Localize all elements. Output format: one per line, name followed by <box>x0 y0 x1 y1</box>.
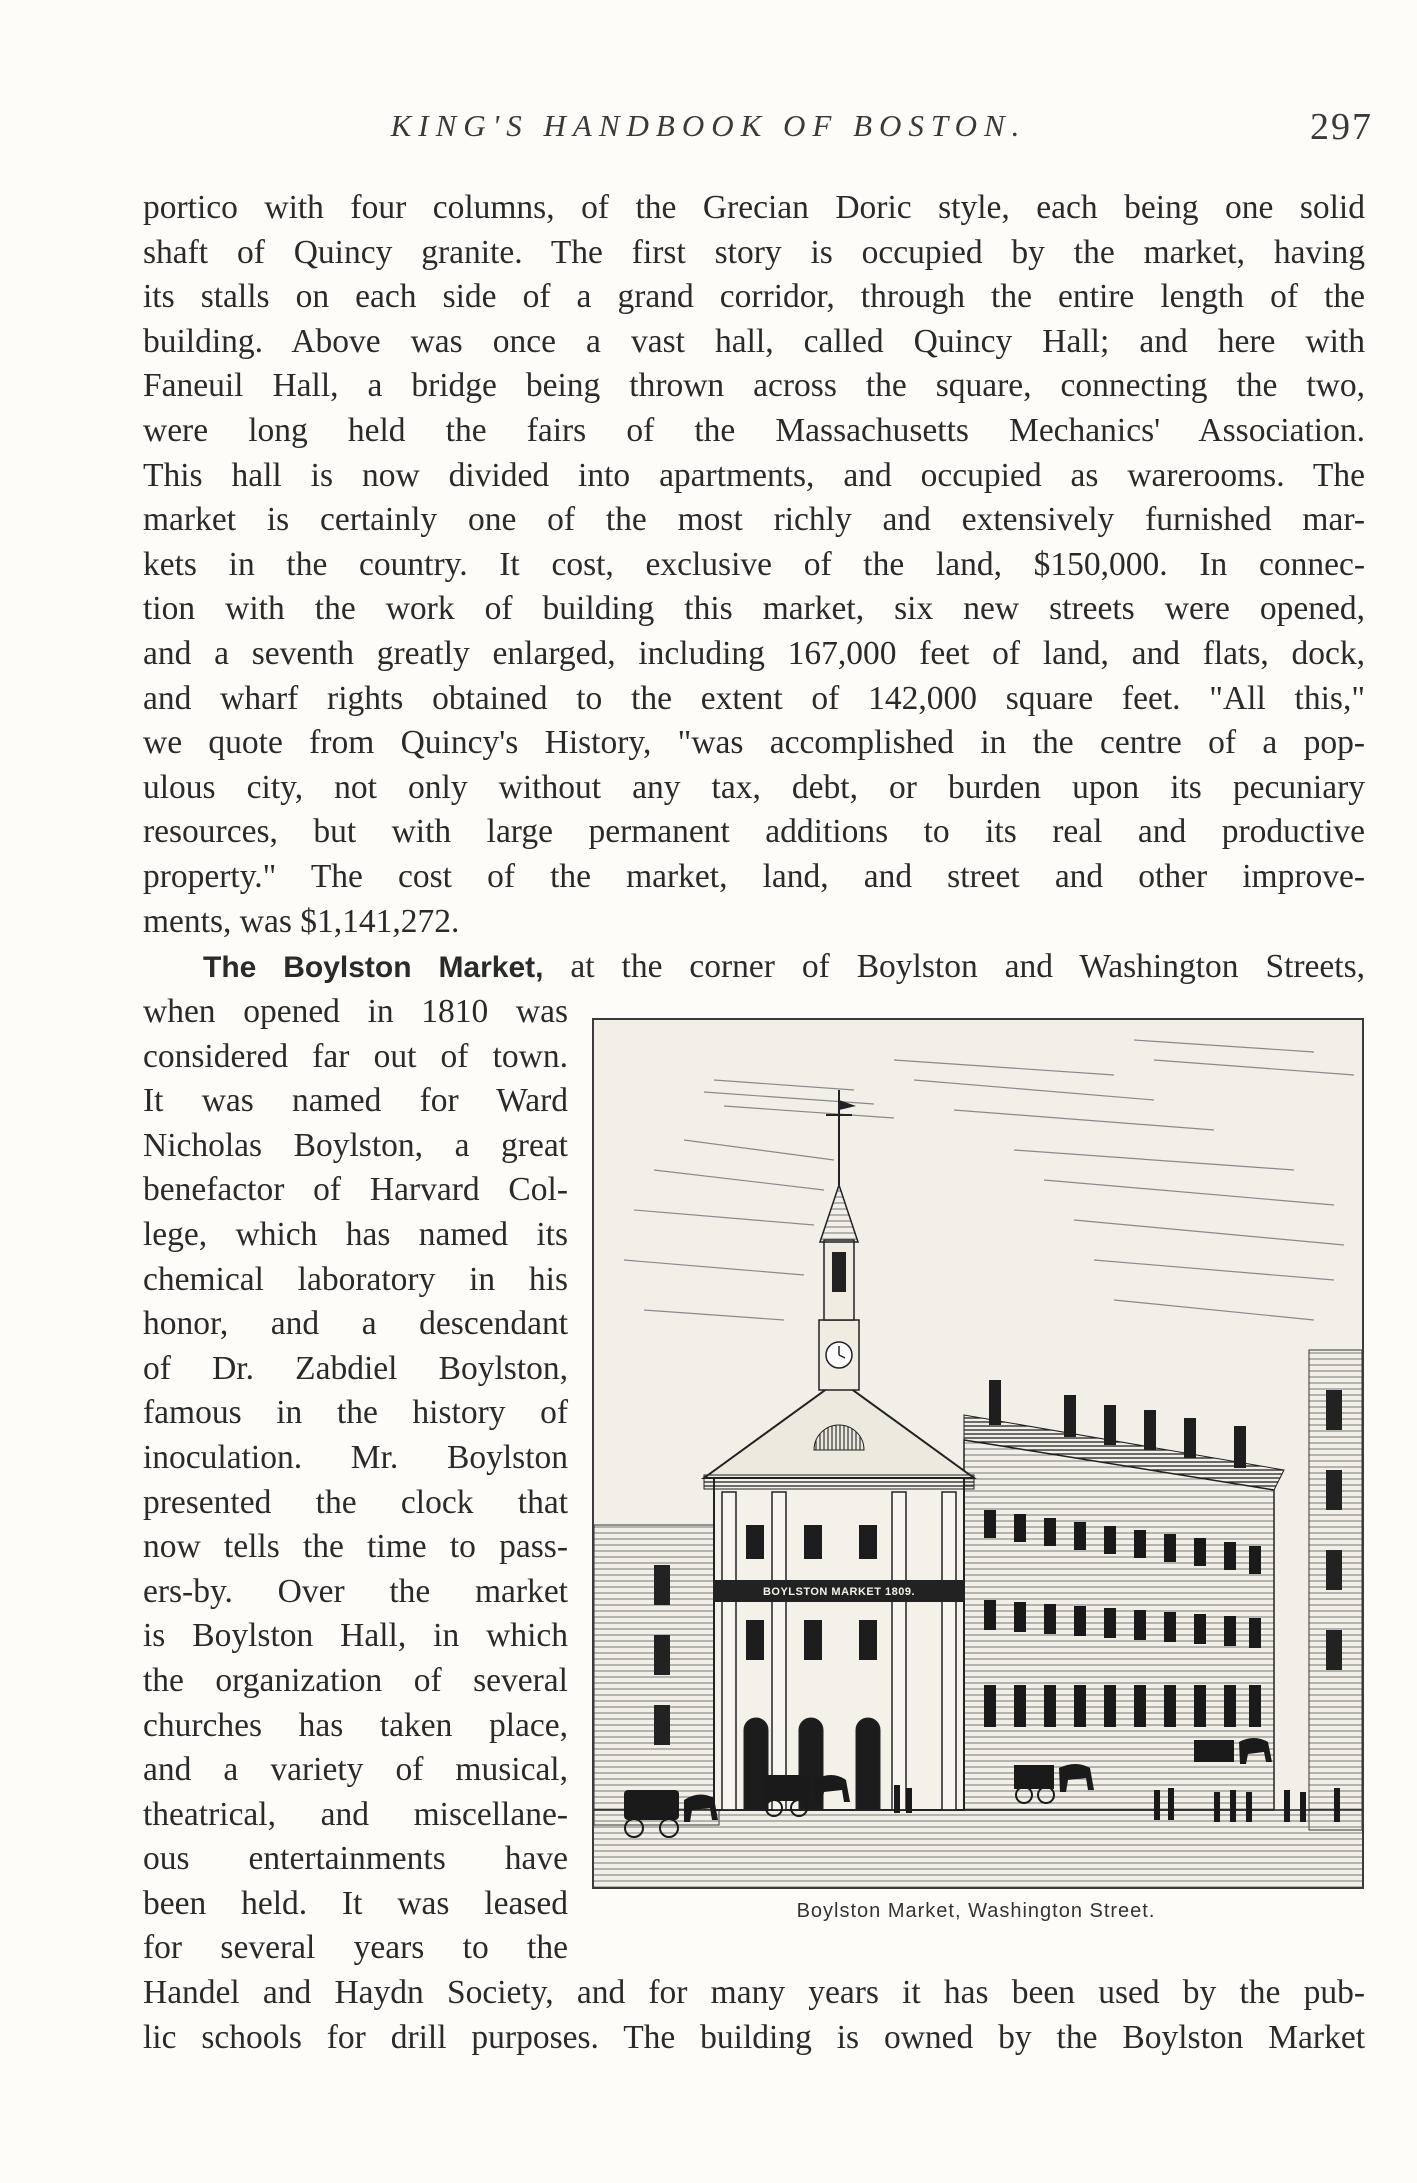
text-line: the organization of several <box>143 1661 568 1699</box>
paragraph-boylston-intro <box>143 945 1365 990</box>
market-sign-text: BOYLSTON MARKET 1809. <box>762 1586 916 1598</box>
belfry-opening <box>832 1252 846 1292</box>
text-line: Nicholas Boylston, a great <box>143 1126 568 1164</box>
running-head: KING'S HANDBOOK OF BOSTON. <box>390 108 1027 143</box>
window-icon <box>654 1705 670 1745</box>
text-line: churches has taken place, <box>143 1706 568 1744</box>
text-line: and a variety of musical, <box>143 1751 568 1789</box>
text-line: considered far out of town. <box>143 1037 568 1075</box>
text-line: ments, was $1,141,272. <box>143 902 460 940</box>
paragraph-boylston-continued <box>143 1971 1365 2060</box>
text-line: inoculation. Mr. Boylston <box>143 1438 568 1476</box>
text-line: portico with four columns, of the Grecian Doric style, each being one solid <box>143 189 1365 226</box>
text-line: and wharf rights obtained to the extent of 142,000 square feet. "All this," <box>143 679 1365 717</box>
text-line: ers-by. Over the market <box>143 1572 568 1610</box>
figure-caption: Boylston Market, Washington Street. <box>796 1900 1156 1922</box>
sky-clouds <box>624 1040 1354 1320</box>
cornice <box>704 1475 974 1489</box>
paragraph-boylston-column <box>143 990 568 1971</box>
text-line: benefactor of Harvard Col- <box>143 1171 568 1209</box>
text-line: were long held the fairs of the Massachusetts Mechanics' Association. <box>143 411 1365 449</box>
text-line-rest: at the corner of Boylston and Washington Streets, <box>543 948 1366 985</box>
text-line: of Dr. Zabdiel Boylston, <box>143 1349 568 1387</box>
text-line: shaft of Quincy granite. The first story is occupied by the market, having <box>143 233 1365 271</box>
page-number: 297 <box>1310 106 1373 148</box>
text-line: kets in the country. It cost, exclusive of the land, $150,000. In connec- <box>143 545 1365 583</box>
text-line: lic schools for drill purposes. The building is owned by the Boylston Market <box>143 2018 1365 2056</box>
paragraph-quincy-market <box>143 186 1365 944</box>
text-line: chemical laboratory in his <box>143 1260 568 1298</box>
text-line: we quote from Quincy's History, "was accomplished in the centre of a pop- <box>143 724 1365 762</box>
text-line: Faneuil Hall, a bridge being thrown across the square, connecting the two, <box>143 367 1365 405</box>
window-icon <box>654 1565 670 1605</box>
text-line <box>143 945 1365 990</box>
text-line: market is certainly one of the most richly and extensively furnished mar- <box>143 501 1365 539</box>
cupola-roof <box>820 1185 858 1242</box>
text-line: for several years to the <box>143 1929 568 1967</box>
text-line: building. Above was once a vast hall, called Quincy Hall; and here with <box>143 322 1365 360</box>
text-line: theatrical, and miscellane- <box>143 1795 568 1833</box>
text-line: its stalls on each side of a grand corridor, through the entire length of the <box>143 278 1365 316</box>
text-line: tion with the work of building this market, six new streets were opened, <box>143 590 1365 628</box>
text-line: resources, but with large permanent additions to its real and productive <box>143 813 1365 851</box>
text-line: is Boylston Hall, in which <box>143 1617 568 1655</box>
text-line: and a seventh greatly enlarged, including 167,000 feet of land, and flats, dock, <box>143 634 1365 672</box>
text-line: presented the clock that <box>143 1483 568 1521</box>
text-line: honor, and a descendant <box>143 1305 568 1343</box>
text-line: famous in the history of <box>143 1394 568 1432</box>
window-icon <box>654 1635 670 1675</box>
text-line: property." The cost of the market, land, and street and other improve- <box>143 857 1365 895</box>
text-line: when opened in 1810 was <box>143 993 568 1030</box>
boylston-market-heading: The Boylston Market, <box>203 951 544 984</box>
text-line: ulous city, not only without any tax, debt, or burden upon its pecuniary <box>143 768 1365 806</box>
engraving-illustration <box>594 1020 1362 1887</box>
text-line: lege, which has named its <box>143 1215 568 1253</box>
text-line: been held. It was leased <box>143 1884 568 1922</box>
text-line: ous entertainments have <box>143 1840 568 1878</box>
text-line: Handel and Haydn Society, and for many years it has been used by the pub- <box>143 1974 1365 2011</box>
text-line: This hall is now divided into apartments, and occupied as warerooms. The <box>143 456 1365 494</box>
boylston-market-engraving <box>592 1018 1364 1889</box>
text-line: now tells the time to pass- <box>143 1528 568 1566</box>
text-line: It was named for Ward <box>143 1082 568 1120</box>
